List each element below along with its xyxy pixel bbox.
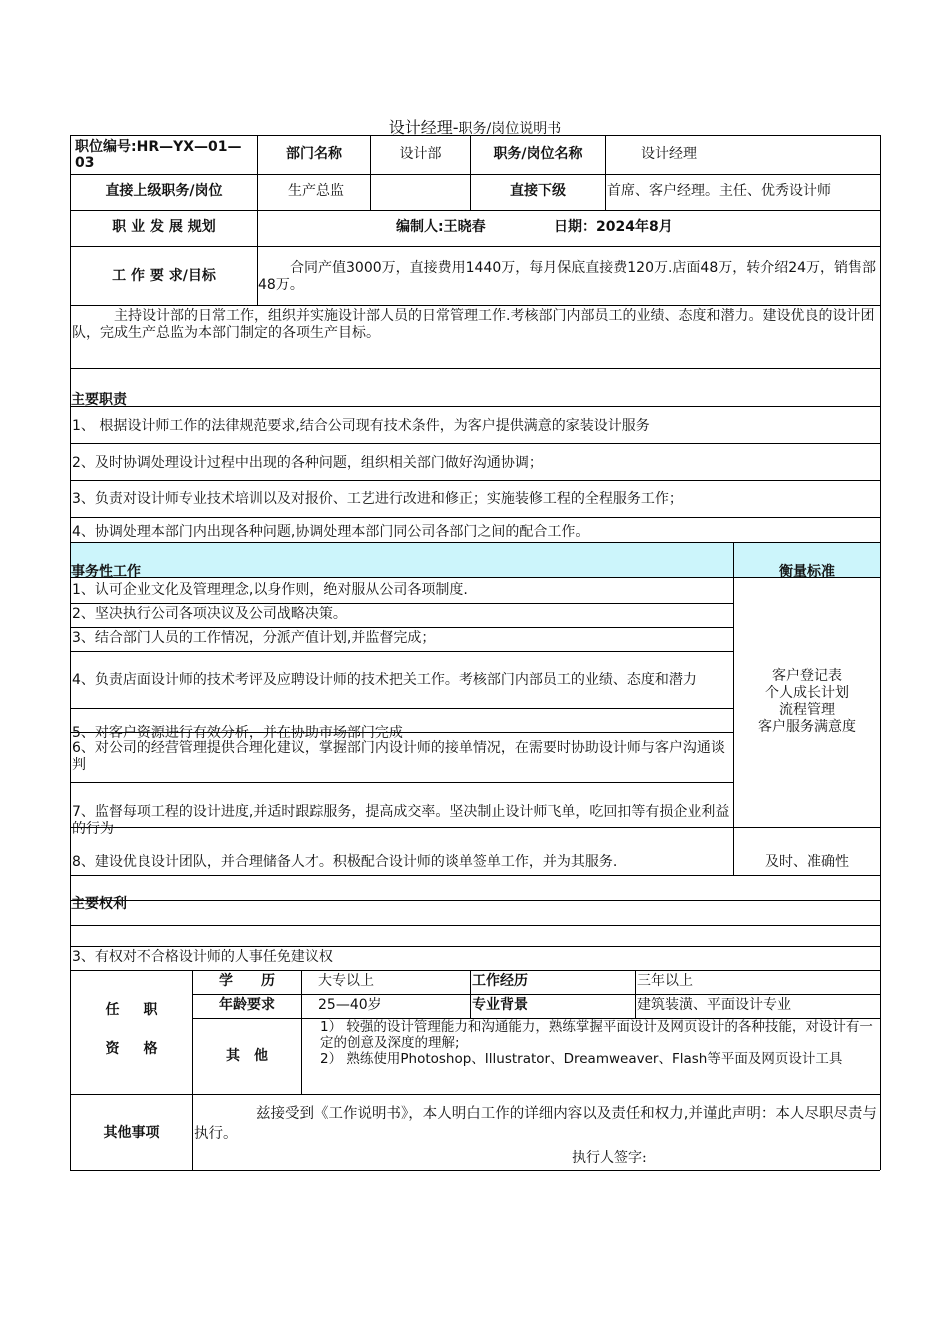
measure-label: 衡量标准 xyxy=(779,564,835,580)
other-value xyxy=(320,1019,879,1067)
affair-item-5: 5、对客户资源进行有效分析，并在协助市场部门完成 xyxy=(72,725,403,741)
edu-value: 大专以上 xyxy=(318,973,374,989)
major-label: 专业背景 xyxy=(472,997,528,1013)
qualification-label: 任 职 资 格 xyxy=(105,1002,158,1057)
main-duties-label: 主要职责 xyxy=(71,392,127,408)
duty-item-1: 1、 根据设计师工作的法律规范要求,结合公司现有技术条件，为客户提供满意的家装设计服务 xyxy=(72,418,650,434)
major-value: 建筑装潢、平面设计专业 xyxy=(637,997,791,1013)
author: 编制人:王晓春 xyxy=(396,219,486,235)
summary-text: 主持设计部的日常工作，组织并实施设计部人员的日常管理工作.考核部门内部员工的业绩、态度和潜力。建设优良的设计团队，完成生产总监为本部门制定的各项生产目标。 xyxy=(72,308,875,341)
dept-value: 设计部 xyxy=(399,146,442,162)
subordinate-label: 直接下级 xyxy=(510,183,566,199)
duty-item-4: 4、协调处理本部门内出现各种问题,协调处理本部门同公司各部门之间的配合工作。 xyxy=(72,524,590,540)
affair-item-4: 4、负责店面设计师的技术考评及应聘设计师的技术把关工作。考核部门内部员工的业绩、态度和潜力 xyxy=(72,672,697,688)
age-label: 年龄要求 xyxy=(219,997,275,1013)
affairs-label: 事务性工作 xyxy=(71,564,141,580)
exp-value: 三年以上 xyxy=(637,973,693,989)
affair-item-6: 6、对公司的经营管理提供合理化建议，掌握部门内设计师的接单情况，在需要时协助设计师与客户沟通谈判 xyxy=(72,740,725,773)
other-matters-label: 其他事项 xyxy=(103,1125,160,1141)
edu-label: 学 历 xyxy=(219,973,275,989)
other-matters-text: 兹接受到《工作说明书》，本人明白工作的详细内容以及责任和权力,并谨此声明：本人尽职尽责与执行。 xyxy=(194,1106,877,1142)
measure-list xyxy=(734,668,880,736)
subordinate-value: 首席、客户经理。主任、优秀设计师 xyxy=(607,183,831,199)
affair-item-3: 3、结合部门人员的工作情况，分派产值计划,并监督完成； xyxy=(72,630,436,646)
measure-2: 个人成长计划 xyxy=(765,685,849,701)
job-code: 职位编号:HR—YX—01—03 xyxy=(75,139,242,171)
affair-item-1: 1、认可企业文化及管理理念,以身作则，绝对服从公司各项制度. xyxy=(72,582,468,598)
other-item-2: 2） 熟练使用Photoshop、Illustrator、Dreamweaver、Flash等平面及网页设计工具 xyxy=(320,1051,843,1067)
superior-label: 直接上级职务/岗位 xyxy=(105,183,223,199)
other-label: 其 他 xyxy=(226,1048,268,1064)
post-label: 职务/岗位名称 xyxy=(493,146,583,162)
affair-item-2: 2、坚决执行公司各项决议及公司战略决策。 xyxy=(72,606,347,622)
other-item-1: 1） 较强的设计管理能力和沟通能力，熟练掌握平面设计及网页设计的各种技能，对设计有一定的创意及深度的理解; xyxy=(320,1019,873,1051)
rights-item-3: 3、有权对不合格设计师的人事任免建议权 xyxy=(72,949,333,965)
career-label: 职 业 发 展 规划 xyxy=(112,219,216,235)
superior-value: 生产总监 xyxy=(288,183,344,199)
duty-item-3: 3、负责对设计师专业技术培训以及对报价、工艺进行改进和修正；实施装修工程的全程服务工作； xyxy=(72,491,683,507)
affair-item-7: 7、监督每项工程的设计进度,并适时跟踪服务，提高成交率。坚决制止设计师飞单，吃回扣等有损企业利益的行为 xyxy=(72,804,730,837)
goal-label: 工 作 要 求/目标 xyxy=(112,268,216,284)
age-value: 25—40岁 xyxy=(318,997,382,1013)
post-value: 设计经理 xyxy=(641,146,697,162)
measure-1: 客户登记表 xyxy=(772,668,842,684)
goal-text: 合同产值3000万，直接费用1440万，每月保底直接费120万.店面48万，转介绍24万，销售部48万。 xyxy=(258,260,877,293)
document-title: 设计经理-职务/岗位说明书 xyxy=(388,118,562,137)
signature-label: 执行人签字: xyxy=(572,1150,647,1166)
measure-3: 流程管理 xyxy=(779,702,835,718)
duty-item-2: 2、及时协调处理设计过程中出现的各种问题，组织相关部门做好沟通协调； xyxy=(72,455,543,471)
measure-4: 客户服务满意度 xyxy=(758,719,856,735)
affair-item-8: 8、建设优良设计团队，并合理储备人才。积极配合设计师的谈单签单工作，并为其服务. xyxy=(72,854,618,870)
rights-label: 主要权利 xyxy=(71,896,127,912)
date: 日期：2024年8月 xyxy=(554,219,673,235)
dept-label: 部门名称 xyxy=(286,146,342,162)
exp-label: 工作经历 xyxy=(472,973,528,989)
measure-last: 及时、准确性 xyxy=(765,854,849,870)
